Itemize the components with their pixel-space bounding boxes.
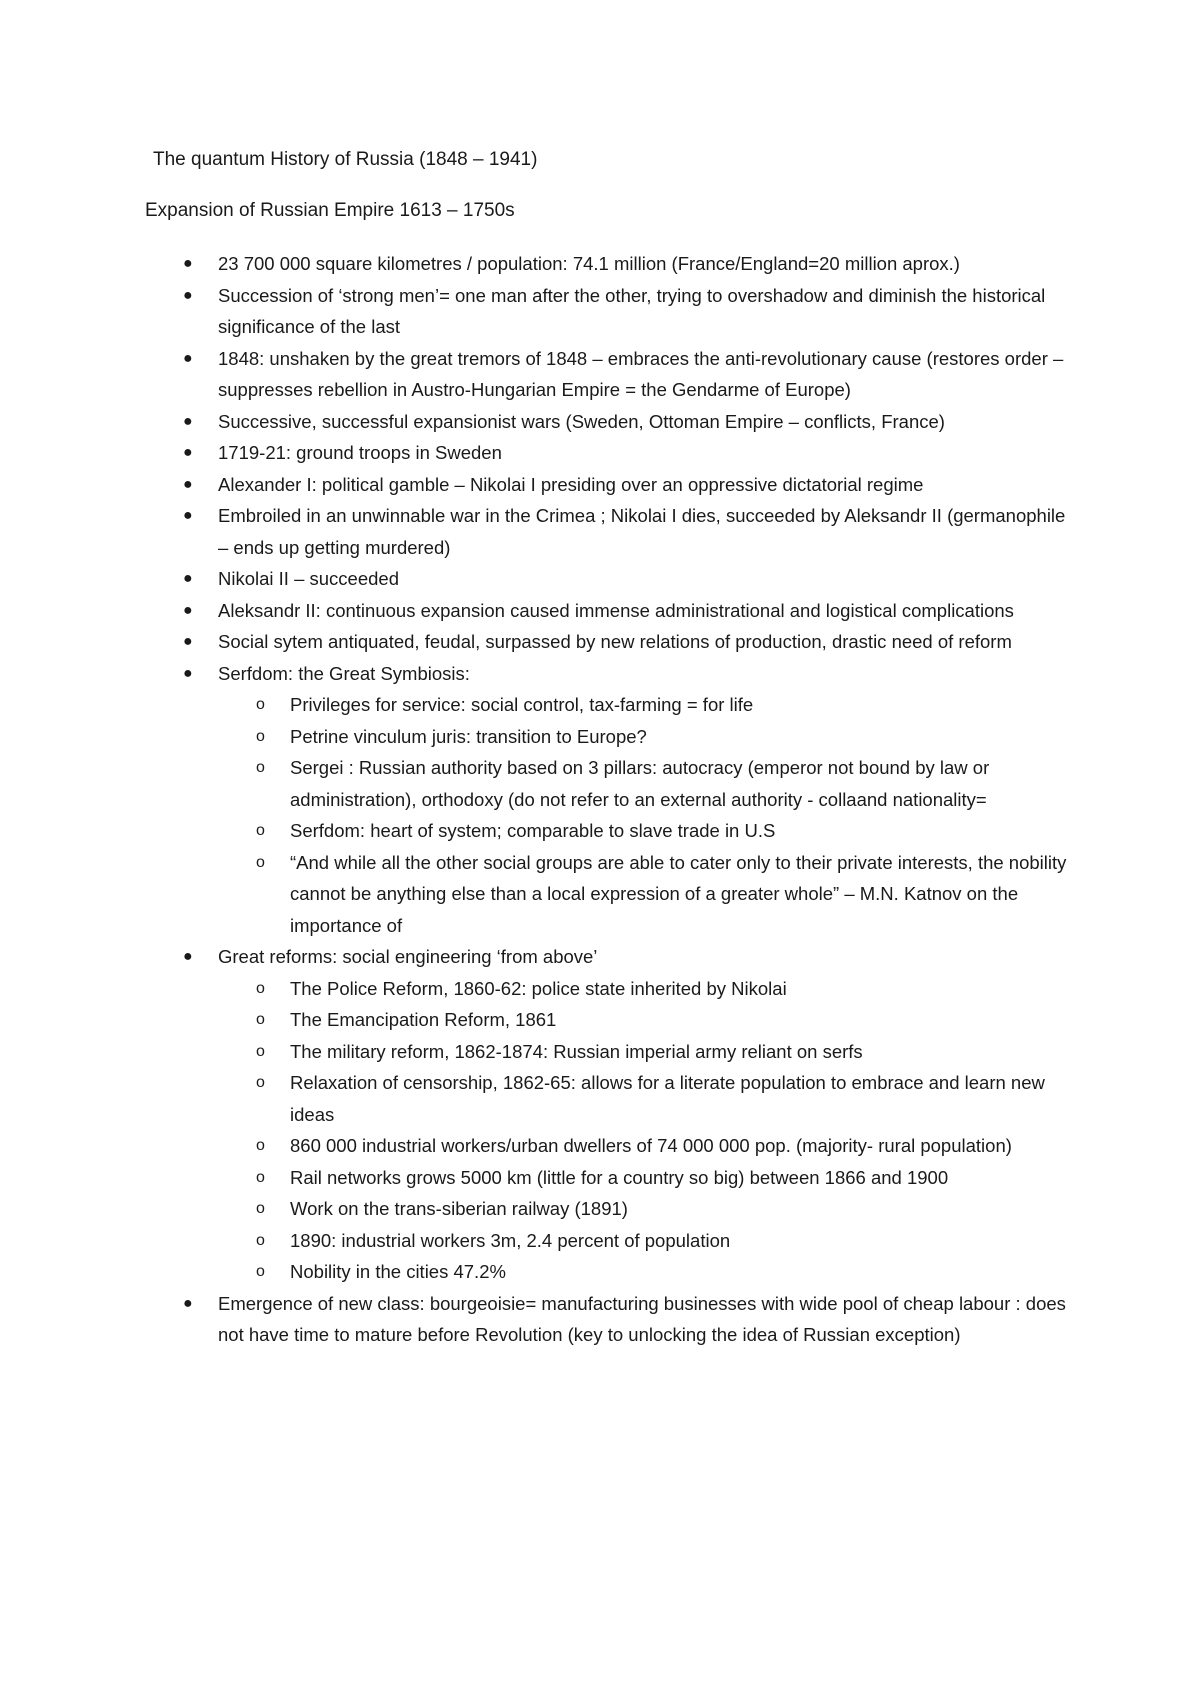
- sub-list-item-text: “And while all the other social groups are able to cater only to their private interests, the nobility cannot be anything else than a local expression of a greater whole” – M.N. Katnov on the importance of: [290, 851, 1067, 936]
- list-item: [0, 941, 1070, 1288]
- circle-bullet-icon: o: [256, 1200, 265, 1217]
- bullet-icon: ●: [183, 664, 193, 682]
- list-item-text: Embroiled in an unwinnable war in the Crimea ; Nikolai I dies, succeeded by Aleksandr II (germanophile – ends up getting murdered): [218, 505, 1066, 558]
- bullet-icon: ●: [183, 475, 193, 493]
- sub-list-item-text: Petrine vinculum juris: transition to Europe?: [290, 725, 647, 747]
- sub-list-item-text: Work on the trans-siberian railway (1891): [290, 1198, 628, 1219]
- bullet-list: [0, 248, 1200, 1351]
- list-item: [0, 469, 1070, 501]
- sub-list-item: [0, 1256, 1075, 1288]
- circle-bullet-icon: o: [256, 727, 265, 745]
- list-item: [0, 563, 1070, 595]
- bullet-icon: ●: [183, 444, 193, 461]
- sub-list: [218, 689, 1070, 941]
- list-item: [0, 343, 1070, 406]
- sub-list-item-text: Serfdom: heart of system; comparable to slave trade in U.S: [290, 820, 776, 841]
- sub-list-item: [0, 721, 1075, 753]
- circle-bullet-icon: o: [256, 696, 265, 713]
- bullet-icon: ●: [183, 1294, 193, 1312]
- sub-list-item: [0, 815, 1075, 847]
- circle-bullet-icon: o: [256, 1011, 265, 1028]
- list-item-text: 23 700 000 square kilometres / population: 74.1 million (France/England=20 million aprox.): [218, 253, 960, 274]
- list-item-text: Succession of ‘strong men’= one man after the other, trying to overshadow and diminish the historical significance of the last: [218, 284, 1046, 337]
- list-item-text: Serfdom: the Great Symbiosis:: [218, 662, 470, 684]
- circle-bullet-icon: o: [256, 1074, 265, 1091]
- circle-bullet-icon: o: [256, 759, 265, 776]
- sub-list-item-text: The Emancipation Reform, 1861: [290, 1009, 557, 1030]
- sub-list-item: [0, 1225, 1075, 1257]
- sub-list-item: [0, 752, 1075, 815]
- list-item-text: Alexander I: political gamble – Nikolai I presiding over an oppressive dictatorial regime: [218, 473, 924, 495]
- list-item: [0, 500, 1070, 563]
- circle-bullet-icon: o: [256, 979, 265, 997]
- document-title: The quantum History of Russia (1848 – 1941): [153, 149, 538, 170]
- sub-list-item-text: Rail networks grows 5000 km (little for a country so big) between 1866 and 1900: [290, 1166, 949, 1188]
- list-item: [0, 1288, 1070, 1351]
- bullet-icon: ●: [183, 948, 193, 965]
- circle-bullet-icon: o: [256, 1137, 265, 1154]
- list-item: [0, 280, 1070, 343]
- list-item-text: Emergence of new class: bourgeoisie= manufacturing businesses with wide pool of cheap labour : does not have time to mature before Revolution (key to unlocking the idea of Russian exception): [218, 1292, 1066, 1345]
- list-item: [0, 248, 1070, 280]
- list-item: [0, 437, 1070, 469]
- sub-list: [218, 973, 1070, 1288]
- sub-list-item: [0, 1162, 1075, 1194]
- circle-bullet-icon: o: [256, 1168, 265, 1186]
- circle-bullet-icon: o: [256, 1042, 265, 1060]
- list-item-text: 1848: unshaken by the great tremors of 1848 – embraces the anti-revolutionary cause (restores order – suppresses rebellion in Austro-Hungarian Empire = the Gendarme of Europe): [218, 347, 1064, 400]
- sub-list-item-text: Nobility in the cities 47.2%: [290, 1261, 506, 1282]
- bullet-icon: ●: [183, 349, 193, 367]
- circle-bullet-icon: o: [256, 1263, 265, 1280]
- bullet-icon: ●: [183, 412, 193, 430]
- bullet-icon: ●: [183, 286, 193, 304]
- sub-list-item-text: The Police Reform, 1860-62: police state inherited by Nikolai: [290, 977, 787, 999]
- bullet-icon: ●: [183, 633, 193, 650]
- list-item: [0, 626, 1070, 658]
- list-item-text: Aleksandr II: continuous expansion caused immense administrational and logistical complications: [218, 599, 1014, 621]
- bullet-icon: ●: [183, 601, 193, 619]
- circle-bullet-icon: o: [256, 853, 265, 871]
- bullet-icon: ●: [183, 255, 193, 272]
- sub-list-item-text: 860 000 industrial workers/urban dwellers of 74 000 000 pop. (majority- rural population): [290, 1135, 1012, 1156]
- circle-bullet-icon: o: [256, 1231, 265, 1249]
- sub-list-item: [0, 847, 1075, 942]
- sub-list-item: [0, 1004, 1075, 1036]
- list-item: [0, 406, 1070, 438]
- list-item-text: Successive, successful expansionist wars (Sweden, Ottoman Empire – conflicts, France): [218, 410, 945, 432]
- list-item-text: Great reforms: social engineering ‘from above’: [218, 946, 598, 967]
- sub-list-item: [0, 1036, 1075, 1068]
- section-heading: Expansion of Russian Empire 1613 – 1750s: [145, 200, 515, 221]
- sub-list-item-text: 1890: industrial workers 3m, 2.4 percent of population: [290, 1229, 731, 1251]
- sub-list-item-text: Sergei : Russian authority based on 3 pillars: autocracy (emperor not bound by law or administration), orthodoxy (do not refer to an external authority - collaand nationality=: [290, 757, 990, 810]
- sub-list-item: [0, 973, 1075, 1005]
- list-item-text: Nikolai II – succeeded: [218, 568, 399, 589]
- bullet-icon: ●: [183, 570, 193, 587]
- sub-list-item: [0, 1193, 1075, 1225]
- sub-list-item: [0, 1130, 1075, 1162]
- sub-list-item-text: Relaxation of censorship, 1862-65: allows for a literate population to embrace and learn new ideas: [290, 1072, 1045, 1125]
- list-item: [0, 658, 1070, 942]
- sub-list-item: [0, 689, 1075, 721]
- list-item: [0, 595, 1070, 627]
- list-item-text: 1719-21: ground troops in Sweden: [218, 442, 502, 463]
- sub-list-item: [0, 1067, 1075, 1130]
- circle-bullet-icon: o: [256, 822, 265, 839]
- sub-list-item-text: The military reform, 1862-1874: Russian imperial army reliant on serfs: [290, 1040, 863, 1062]
- sub-list-item-text: Privileges for service: social control, tax-farming = for life: [290, 694, 754, 715]
- bullet-icon: ●: [183, 507, 193, 524]
- list-item-text: Social sytem antiquated, feudal, surpassed by new relations of production, drastic need of reform: [218, 631, 1012, 652]
